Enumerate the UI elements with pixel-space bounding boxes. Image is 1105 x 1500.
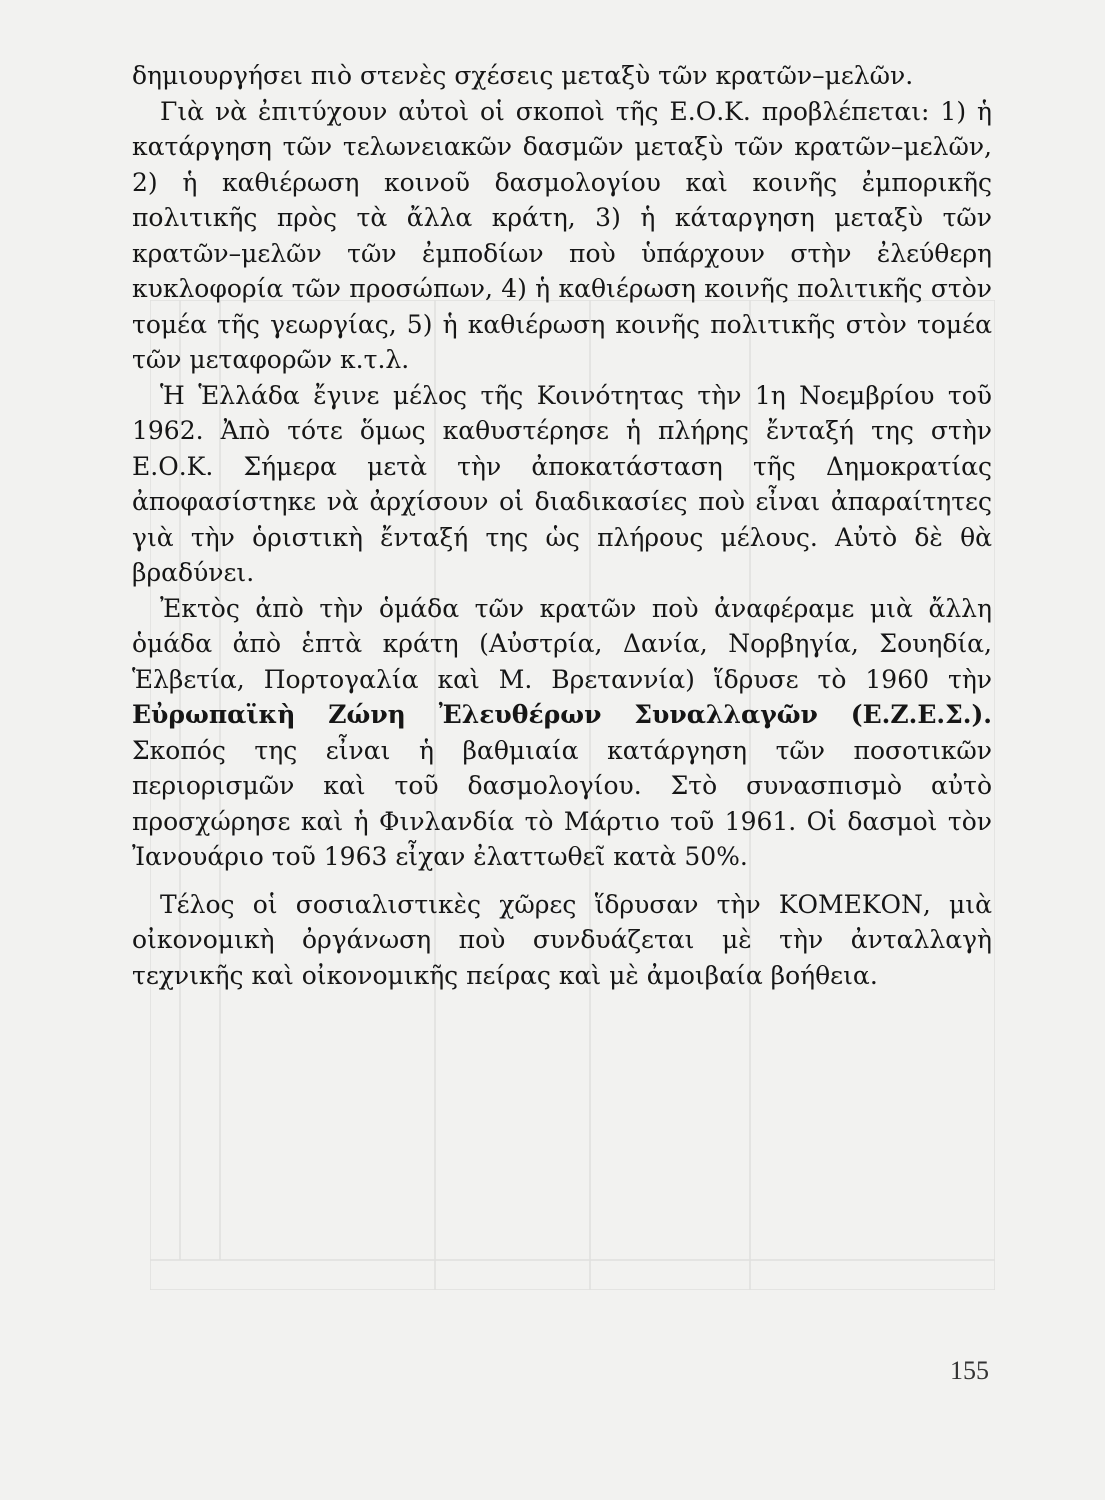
paragraph-efta	[132, 591, 992, 875]
paragraph-continuation: δημιουργήσει πιὸ στενὲς σχέσεις μεταξὺ τῶν κρατῶν–μελῶν.	[132, 61, 914, 90]
efta-bold-term: Εὐρωπαϊκὴ Ζώνη Ἐλευθέρων Συναλλαγῶν (Ε.Ζ.Ε.Σ.).	[132, 700, 992, 729]
paragraph-eok-goals: Γιὰ νὰ ἐπιτύχουν αὐτοὶ οἱ σκοποὶ τῆς Ε.Ο.Κ. προβλέπεται: 1) ἡ κατάργηση τῶν τελωνειακῶν δασμῶν μεταξὺ τῶν κρατῶν–μελῶν, 2) ἡ καθιέρωση κοινοῦ δασμολογίου καὶ κοινῆς ἐμπορικῆς πολιτικῆς πρὸς τὰ ἄλλα κράτη, 3) ἡ κάταργηση μεταξὺ τῶν κρατῶν–μελῶν τῶν ἐμποδίων ποὺ ὑπάρχουν στὴν ἐλεύθερη κυκλοφορία τῶν προσώπων, 4) ἡ καθιέρωση κοινῆς πολιτικῆς στὸν τομέα τῆς γεωργίας, 5) ἡ καθιέρωση κοινῆς πολιτικῆς στὸν τομέα τῶν μεταφορῶν κ.τ.λ.	[132, 96, 992, 374]
paragraph-greece-membership: Ἡ Ἑλλάδα ἔγινε μέλος τῆς Κοινότητας τὴν 1η Νοεμβρίου τοῦ 1962. Ἀπὸ τότε ὅμως καθυστέρησε ἡ πλήρης ἔνταξή της στὴν Ε.Ο.Κ. Σήμερα μετὰ τὴν ἀποκατάσταση τῆς Δημοκρατίας ἀποφασίστηκε νὰ ἀρχίσουν οἱ διαδικασίες ποὺ εἶναι ἀπαραίτητες γιὰ τὴν ὁριστικὴ ἔνταξή της ὡς πλήρους μέλους. Αὐτὸ δὲ θὰ βραδύνει.	[132, 380, 992, 587]
efta-text-before: Ἐκτὸς ἀπὸ τὴν ὁμάδα τῶν κρατῶν ποὺ ἀναφέραμε μιὰ ἄλλη ὁμάδα ἀπὸ ἑπτὰ κράτη (Αὐστρία, Δανία, Νορβηγία, Σουηδία, Ἑλβετία, Πορτογαλία καὶ Μ. Βρεταννία) ἵδρυσε τὸ 1960 τὴν	[132, 593, 992, 694]
efta-text-after: Σκοπός της εἶναι ἡ βαθμιαία κατάργηση τῶν ποσοτικῶν περιορισμῶν καὶ τοῦ δασμολογίου. Στὸ συνασπισμὸ αὐτὸ προσχώρησε καὶ ἡ Φινλανδία τὸ Μάρτιο τοῦ 1961. Οἱ δασμοὶ τὸν Ἰανουάριο τοῦ 1963 εἶχαν ἐλαττωθεῖ κατὰ 50%.	[132, 735, 992, 871]
page-number: 155	[950, 1356, 989, 1385]
body-text	[132, 58, 992, 993]
paragraph-comecon: Τέλος οἱ σοσιαλιστικὲς χῶρες ἵδρυσαν τὴν ΚΟΜΕΚΟΝ, μιὰ οἰκονομικὴ ὀργάνωση ποὺ συνδυάζεται μὲ τὴν ἀνταλλαγὴ τεχνικῆς καὶ οἰκονομικῆς πείρας καὶ μὲ ἀμοιβαία βοήθεια.	[132, 889, 992, 990]
